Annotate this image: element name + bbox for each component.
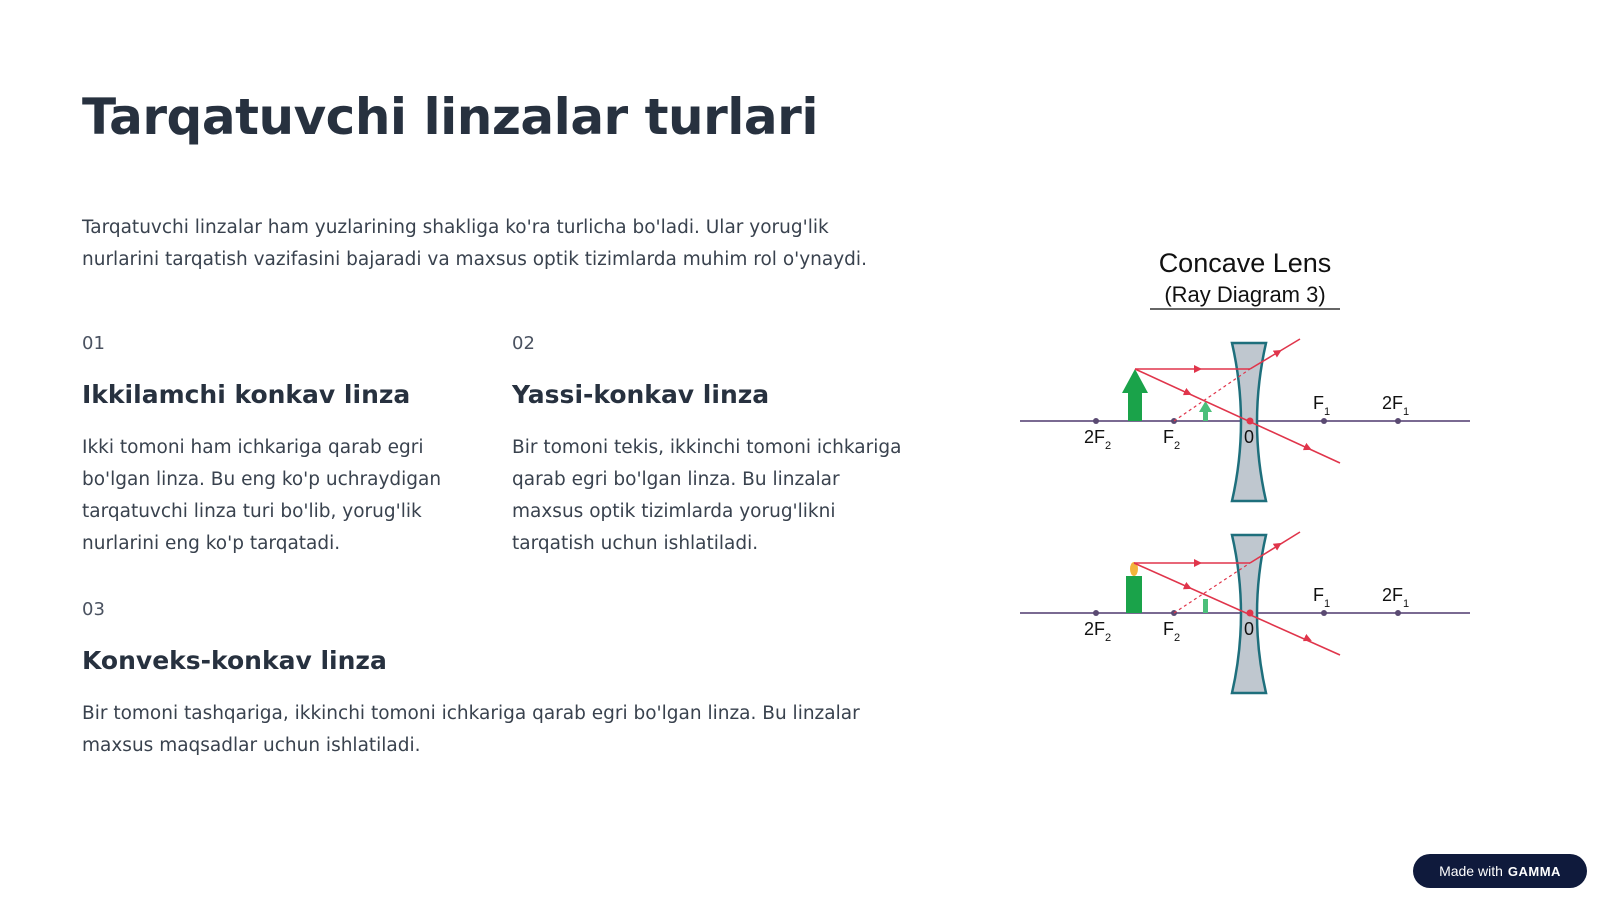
gamma-logo: GAMMA	[1507, 863, 1561, 879]
optical-center	[1247, 418, 1254, 425]
label-origin: 0	[1244, 427, 1255, 447]
badge-prefix: Made with	[1439, 863, 1503, 879]
point-f1	[1321, 418, 1327, 424]
intro-paragraph: Tarqatuvchi linzalar ham yuzlarining shakliga ko'ra turlicha bo'ladi. Ular yorug'lik nurlarini tarqatish vazifasini bajaradi va maxsus optik tizimlarda muhim rol o'ynaydi.	[82, 217, 867, 270]
label-2f2: $2F_2$	[1084, 427, 1112, 452]
ray-diagram-svg	[1010, 235, 1470, 705]
diagram-subtitle: (Ray Diagram 3)	[1164, 282, 1326, 307]
ray-diagram-panel	[1020, 339, 1470, 501]
item-description: Bir tomoni tekis, ikkinchi tomoni ichkariga qarab egri bo'lgan linza. Bu linzalar maxsus optik tizimlarda yorug'likni tarqatish uchun ishlatiladi.	[512, 437, 902, 554]
item-description: Bir tomoni tashqariga, ikkinchi tomoni ichkariga qarab egri bo'lgan linza. Bu linzalar maxsus maqsadlar uchun ishlatiladi.	[82, 703, 860, 756]
label-2f2: $2F_2$	[1084, 619, 1112, 644]
point-2f2	[1093, 418, 1099, 424]
item-description: Ikki tomoni ham ichkariga qarab egri bo'lgan linza. Bu eng ko'p uchraydigan tarqatuvchi linza turi bo'lib, yorug'lik nurlarini eng ko'p tarqatadi.	[82, 437, 442, 554]
label-2f1: $2F_1$	[1382, 585, 1410, 610]
virtual-ray-extension	[1174, 369, 1250, 421]
point-2f2	[1093, 610, 1099, 616]
optical-center	[1247, 610, 1254, 617]
label-f2: $F_2$	[1163, 619, 1181, 644]
page-title: Tarqatuvchi linzalar turlari	[82, 88, 818, 146]
lens-type-item	[82, 332, 472, 560]
virtual-image	[1203, 411, 1208, 421]
label-2f1: $2F_1$	[1382, 393, 1410, 418]
item-number: 02	[512, 333, 535, 354]
ray-diagram-panel	[1020, 532, 1470, 693]
object-arrow	[1128, 391, 1142, 421]
item-heading: Konveks-konkav linza	[82, 646, 387, 675]
made-with-gamma-badge[interactable]	[1413, 854, 1587, 888]
label-f1: $F_1$	[1313, 585, 1331, 610]
label-origin: 0	[1244, 619, 1255, 639]
point-f1	[1321, 610, 1327, 616]
label-f2: $F_2$	[1163, 427, 1181, 452]
diagram-title: Concave Lens	[1158, 248, 1332, 278]
item-number: 03	[82, 599, 105, 620]
point-2f1	[1395, 418, 1401, 424]
item-number: 01	[82, 333, 105, 354]
central-ray	[1134, 563, 1340, 655]
virtual-image	[1203, 599, 1208, 613]
central-ray	[1135, 369, 1340, 463]
concave-lens-ray-diagram	[1010, 235, 1470, 705]
candle-object	[1126, 576, 1142, 613]
item-heading: Ikkilamchi konkav linza	[82, 380, 411, 409]
label-f1: $F_1$	[1313, 393, 1331, 418]
lens-type-item	[82, 598, 902, 762]
item-heading: Yassi-konkav linza	[512, 380, 770, 409]
point-2f1	[1395, 610, 1401, 616]
lens-type-item	[512, 332, 912, 560]
